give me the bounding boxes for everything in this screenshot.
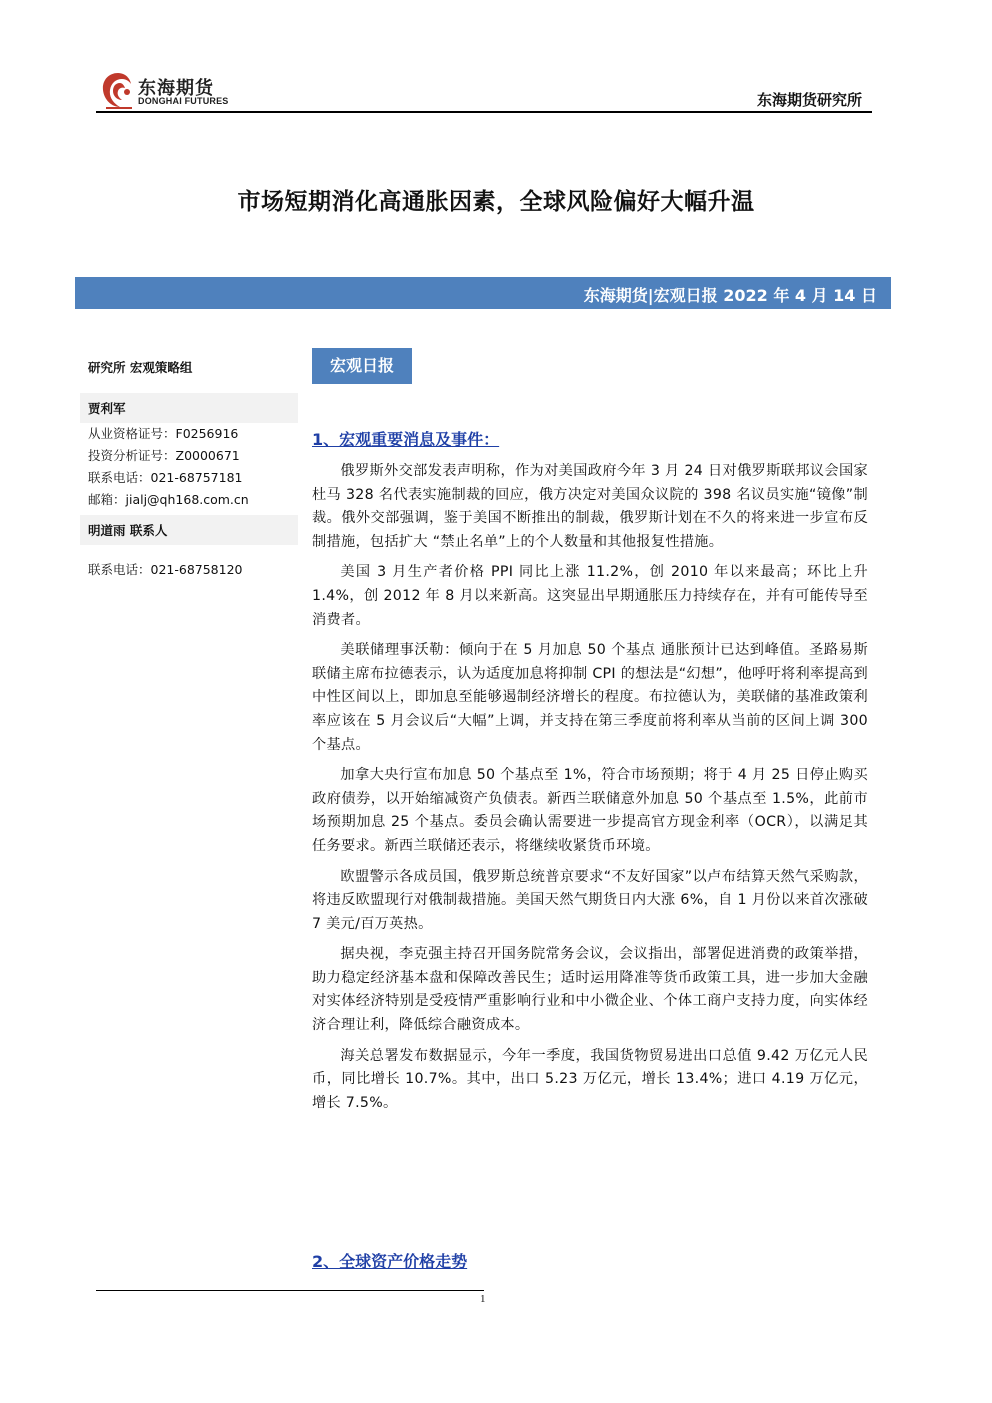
news-paragraph: 加拿大央行宣布加息 50 个基点至 1%，符合市场预期；将于 4 月 25 日停止购买政府债券，以开始缩减资产负债表。新西兰联储意外加息 50 个基点至 1.5%，此前市场预期加息 25 个基点。委员会确认需要进一步提高官方现金利率（OCR），以满足其任务要求。新西兰联储还表示，将继续收紧货币环境。 [312, 767, 868, 854]
news-content [312, 460, 868, 1122]
header-divider [96, 111, 872, 113]
section-heading-2: 2、全球资产价格走势 [312, 1252, 468, 1271]
contact-phone: 联系电话：021-68758120 [88, 562, 243, 577]
news-paragraph: 欧盟警示各成员国，俄罗斯总统普京要求“不友好国家”以卢布结算天然气采购款，将违反欧盟现行对俄制裁措施。美国天然气期货日内大涨 6%，自 1 月份以来首次涨破 7 美元/百万英热。 [312, 868, 868, 932]
footer-divider [96, 1290, 484, 1291]
banner-text: 东海期货|宏观日报 2022 年 4 月 14 日 [583, 286, 877, 305]
news-paragraph: 据央视，李克强主持召开国务院常务会议，会议指出，部署促进消费的政策举措，助力稳定经济基本盘和保障改善民生；适时运用降准等货币政策工具，进一步加大金融对实体经济特别是受疫情严重影响行业和中小微企业、个体工商户支持力度，向实体经济合理让利，降低综合融资成本。 [312, 946, 868, 1034]
news-paragraph: 美联储理事沃勒：倾向于在 5 月加息 50 个基点 通胀预计已达到峰值。圣路易斯联储主席布拉德表示，认为适度加息将抑制 CPI 的想法是“幻想”，他呼吁将利率提高到中性区间以上，即加息至能够遏制经济增长的程度。布拉德认为，美联储的基准政策利率应该在 5 月会议后“大幅”上调，并支持在第三季度前将利率从当前的区间上调 300 个基点。 [312, 642, 868, 753]
team-name: 研究所 宏观策略组 [88, 360, 193, 375]
news-paragraph: 俄罗斯外交部发表声明称，作为对美国政府今年 3 月 24 日对俄罗斯联邦议会国家杜马 328 名代表实施制裁的回应，俄方决定对美国众议院的 398 名议员实施“镜像”制裁。俄外交部强调，鉴于美国不断推出的制裁，俄罗斯计划在不久的将来进一步宣布反制措施，包括扩大 “禁止名单”上的个人数量和其他报复性措施。 [312, 463, 868, 550]
institute-name: 东海期货研究所 [756, 91, 862, 109]
analyst-phone: 联系电话：021-68757181 [88, 470, 243, 485]
report-banner [75, 277, 891, 309]
news-paragraph: 美国 3 月生产者价格 PPI 同比上涨 11.2%，创 2010 年以来最高；环比上升 1.4%，创 2012 年 8 月以来新高。这突显出早期通胀压力持续存在，并有可能传导至消费者。 [312, 564, 868, 628]
analyst-email[interactable]: 邮箱：jialj@qh168.com.cn [88, 492, 249, 507]
analyst-name: 贾利军 [80, 393, 298, 423]
section-heading-1: 1、宏观重要消息及事件： [312, 430, 500, 449]
report-type-tag: 宏观日报 [312, 348, 412, 384]
company-logo [98, 70, 238, 114]
contact-name: 明道雨 联系人 [80, 515, 298, 545]
logo-text-en: DONGHAI FUTURES [138, 96, 229, 106]
investment-analysis-number: 投资分析证号：Z0000671 [88, 448, 240, 463]
qualification-number: 从业资格证号：F0256916 [88, 426, 239, 441]
analyst-sidebar [80, 348, 298, 581]
logo-text-cn: 东海期货 [138, 78, 214, 99]
page-number: 1 [480, 1293, 486, 1305]
dragon-logo-icon [98, 70, 138, 112]
report-title: 市场短期消化高通胀因素，全球风险偏好大幅升温 [237, 189, 755, 215]
news-paragraph: 海关总署发布数据显示，今年一季度，我国货物贸易进出口总值 9.42 万亿元人民币，同比增长 10.7%。其中，出口 5.23 万亿元，增长 13.4%；进口 4.19 万亿元，增长 7.5%。 [312, 1047, 868, 1111]
